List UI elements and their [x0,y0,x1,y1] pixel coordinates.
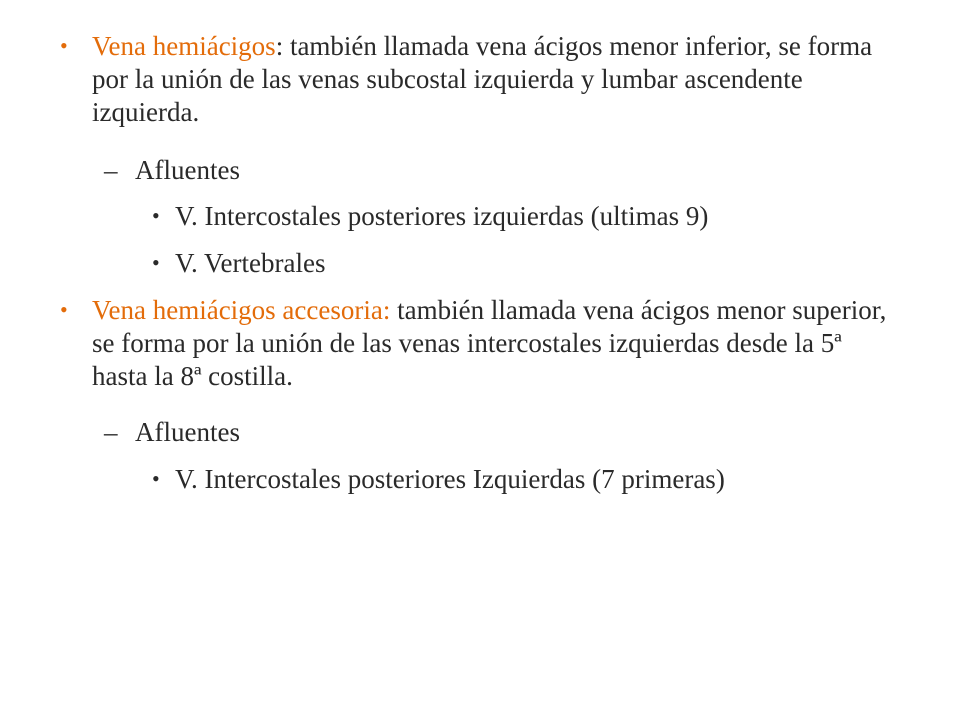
section-1-term: Vena hemiácigos [92,31,276,61]
section-2-term: Vena hemiácigos accesoria: [92,295,391,325]
section-2-subheading-label: Afluentes [135,417,240,447]
section-1-subheading [104,154,240,187]
section-2-paragraph [60,294,900,393]
section-1-item-2-text: V. Vertebrales [175,248,326,278]
section-2-subheading-dash: – [104,417,118,447]
section-2-item-1 [152,463,725,496]
section-1-item-1-text: V. Intercostales posteriores izquierdas (ultimas 9) [175,201,709,231]
section-1-item-1 [152,200,708,233]
section-1-item-1-bullet: • [152,203,160,228]
section-1-paragraph [60,30,900,129]
section-1-description: : también llamada vena ácigos menor inferior, se forma por la unión de las venas subcostal izquierda y lumbar ascendente izquierda. [92,31,873,127]
section-1-item-2 [152,247,325,280]
section-2-bullet: • [60,297,68,322]
section-1-item-2-bullet: • [152,250,160,275]
section-1-subheading-label: Afluentes [135,155,240,185]
section-2-item-1-bullet: • [152,466,160,491]
section-1-bullet: • [60,33,68,58]
section-1-text [92,30,900,129]
section-2-subheading [104,416,240,449]
section-2-text [92,294,900,393]
section-1-subheading-dash: – [104,155,118,185]
section-2-description: también llamada vena ácigos menor superior, se forma por la unión de las venas intercostales izquierdas desde la 5ª hasta la 8ª costilla. [92,295,887,391]
section-2-item-1-text: V. Intercostales posteriores Izquierdas (7 primeras) [175,464,725,494]
